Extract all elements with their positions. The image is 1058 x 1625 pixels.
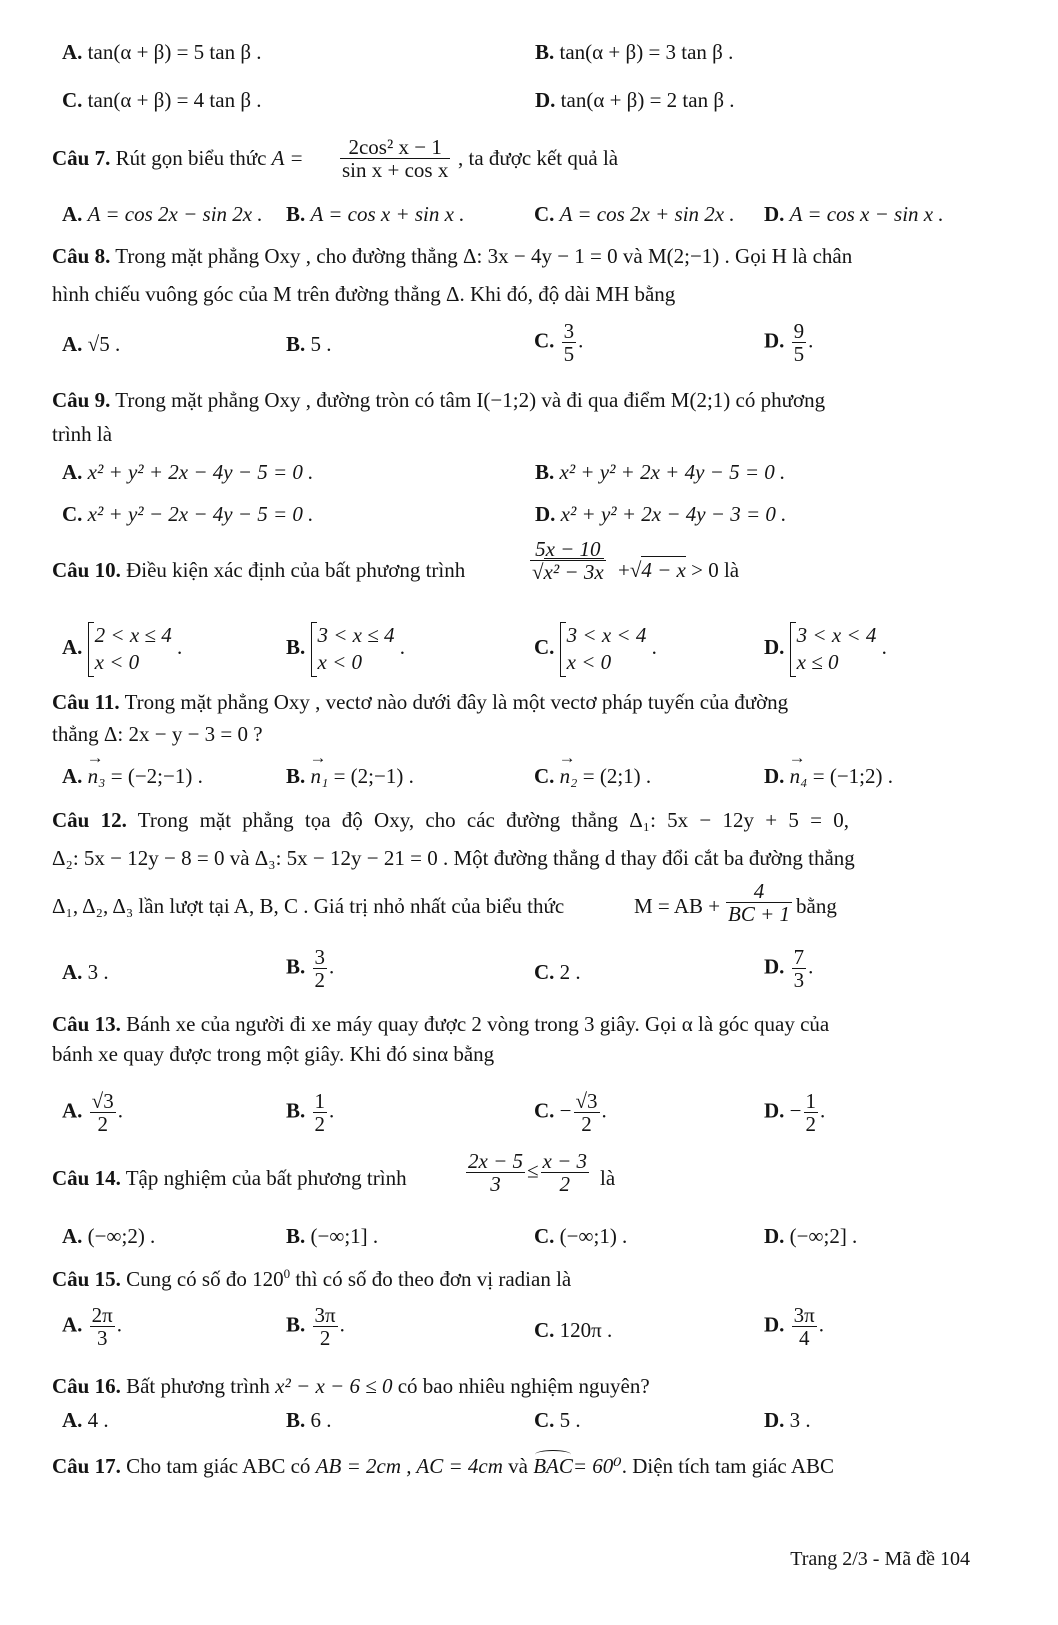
q13-line-1: Bánh xe của người đi xe máy quay được 2 vòng trong 3 giây. Gọi α là góc quay của: [126, 1012, 830, 1036]
q11-line-1: Trong mặt phẳng Oxy , vectơ nào dưới đây là một vectơ pháp tuyến của đường: [124, 690, 789, 714]
q8-option-a[interactable]: A. √5 .: [62, 332, 121, 356]
q10-option-a[interactable]: A. 2 < x ≤ 4 x < 0 .: [62, 622, 182, 677]
q8-option-d[interactable]: D. $\frac{9}{5}$ .: [764, 319, 814, 367]
q14-option-c[interactable]: C. (−∞;1) .: [534, 1224, 628, 1248]
q17-number: Câu 17.: [52, 1454, 121, 1478]
q7-fraction: $\frac{\text{2cos² x − 1}}{\text{sin x + cos x}}$: [342, 135, 449, 183]
q7-stem-end: , ta được kết quả là: [458, 146, 619, 170]
q9-option-c[interactable]: C. x² + y² − 2x − 4y − 5 = 0 .: [62, 502, 314, 526]
vector-arrow-icon: → n₂: [560, 764, 578, 789]
q7-option-c[interactable]: C. A = cos 2x + sin 2x .: [534, 202, 735, 226]
q7-option-b[interactable]: B. A = cos x + sin x .: [286, 202, 465, 226]
q7-option-d[interactable]: D. A = cos x − sin x .: [764, 202, 944, 226]
vector-arrow-icon: → n₄: [790, 764, 808, 789]
q13-option-a[interactable]: A. $\frac{√3}{2}$ .: [62, 1089, 123, 1137]
q12-option-d[interactable]: D. $\frac{7}{3}$ .: [764, 945, 814, 993]
q7-option-a[interactable]: A. A = cos 2x − sin 2x .: [62, 202, 263, 226]
q8-option-b[interactable]: B. 5 .: [286, 332, 332, 356]
q9-option-b[interactable]: B. x² + y² + 2x + 4y − 5 = 0 .: [535, 460, 786, 484]
q7-stem: Câu 7. Rút gọn biểu thức A =: [52, 146, 304, 170]
q14-stem: Tập nghiệm của bất phương trình: [125, 1166, 407, 1190]
q9-option-d[interactable]: D. x² + y² + 2x − 4y − 3 = 0 .: [535, 502, 787, 526]
q9-line-2: trình là: [52, 422, 113, 446]
q12-line-2: Δ₂: 5x − 12y − 8 = 0 và Δ₃: 5x − 12y − 21 = 0 . Một đường thẳng d thay đổi cắt ba đường thẳng: [52, 846, 855, 870]
page-footer: Trang 2/3 - Mã đề 104: [790, 1548, 970, 1570]
q16-option-d[interactable]: D. 3 .: [764, 1408, 811, 1432]
q16-option-a[interactable]: A. 4 .: [62, 1408, 109, 1432]
q13-number: Câu 13.: [52, 1012, 121, 1036]
q8-line-1: Trong mặt phẳng Oxy , cho đường thẳng Δ: 3x − 4y − 1 = 0 và M(2;−1) . Gọi H là chân: [115, 244, 853, 268]
q13-option-d[interactable]: D. − $\frac{1}{2}$ .: [764, 1089, 826, 1137]
q12-option-c[interactable]: C. 2 .: [534, 960, 581, 984]
q14-number: Câu 14.: [52, 1166, 121, 1190]
vector-arrow-icon: → n₁: [311, 764, 329, 789]
q10-option-c[interactable]: C. 3 < x < 4 x < 0 .: [534, 622, 657, 677]
q8-option-c[interactable]: C. $\frac{3}{5}$ .: [534, 319, 584, 367]
q11-option-b[interactable]: B. → n₁ = (2;−1) .: [286, 764, 414, 789]
q6-option-d[interactable]: D. tan(α + β) = 2 tan β .: [535, 88, 735, 112]
q15-option-c[interactable]: C. 120π .: [534, 1318, 613, 1342]
q13-option-c[interactable]: C. − $\frac{√3}{2}$ .: [534, 1089, 607, 1137]
q12-number: Câu 12.: [52, 808, 127, 832]
q9-number: Câu 9.: [52, 388, 111, 412]
q11-option-c[interactable]: C. → n₂ = (2;1) .: [534, 764, 651, 789]
q10-expression-tail: +√4 − x > 0 là: [618, 558, 740, 582]
q6-option-b[interactable]: B. tan(α + β) = 3 tan β .: [535, 40, 734, 64]
q12-line-1: Trong mặt phẳng tọa độ Oxy, cho các đường thẳng Δ₁: 5x − 12y + 5 = 0,: [137, 808, 849, 832]
q9-line-1: Trong mặt phẳng Oxy , đường tròn có tâm I(−1;2) và đi qua điểm M(2;1) có phương: [115, 388, 826, 412]
q15-number: Câu 15.: [52, 1267, 121, 1291]
angle-arc-icon: BAC: [533, 1454, 573, 1478]
q11-line-2: thẳng Δ: 2x − y − 3 = 0 ?: [52, 722, 263, 746]
vector-arrow-icon: → n₃: [88, 764, 106, 789]
q12-fraction: $\frac{4}{BC + 1}$: [728, 879, 791, 927]
q8-line-2: hình chiếu vuông góc của M trên đường thẳng Δ. Khi đó, độ dài MH bằng: [52, 282, 676, 306]
q11-number: Câu 11.: [52, 690, 120, 714]
q9-option-a[interactable]: A. x² + y² + 2x − 4y − 5 = 0 .: [62, 460, 314, 484]
q12-option-b[interactable]: B. $\frac{3}{2}$ .: [286, 945, 335, 993]
q16-number: Câu 16.: [52, 1374, 121, 1398]
q11-option-a[interactable]: A. → n₃ = (−2;−1) .: [62, 764, 203, 789]
q10-number: Câu 10.: [52, 558, 121, 582]
q16-option-c[interactable]: C. 5 .: [534, 1408, 581, 1432]
q13-line-2: bánh xe quay được trong một giây. Khi đó sinα bằng: [52, 1042, 495, 1066]
q15-option-a[interactable]: A. $\frac{2\pi}{3}$ .: [62, 1303, 123, 1351]
q10-option-d[interactable]: D. 3 < x < 4 x ≤ 0 .: [764, 622, 887, 677]
q15-option-d[interactable]: D. $\frac{3\pi}{4}$ .: [764, 1303, 825, 1351]
q11-option-d[interactable]: D. → n₄ = (−1;2) .: [764, 764, 893, 789]
q6-option-c[interactable]: C. tan(α + β) = 4 tan β .: [62, 88, 262, 112]
q13-option-b[interactable]: B. $\frac{1}{2}$ .: [286, 1089, 335, 1137]
q14-inequality: $\frac{2x - 5}{3}$ ≤ $\frac{x - 3}{2}$: [468, 1149, 588, 1197]
q6-option-a[interactable]: A. tan(α + β) = 5 tan β .: [62, 40, 262, 64]
q14-option-d[interactable]: D. (−∞;2] .: [764, 1224, 858, 1248]
q10-stem: Điều kiện xác định của bất phương trình: [126, 558, 466, 582]
q15-option-b[interactable]: B. $\frac{3\pi}{2}$ .: [286, 1303, 345, 1351]
q10-fraction: $\frac{5x - 10}{\text{√x² − 3x}}$: [532, 537, 604, 585]
q14-option-b[interactable]: B. (−∞;1] .: [286, 1224, 379, 1248]
q16-option-b[interactable]: B. 6 .: [286, 1408, 332, 1432]
q8-number: Câu 8.: [52, 244, 111, 268]
q14-option-a[interactable]: A. (−∞;2) .: [62, 1224, 156, 1248]
q10-option-b[interactable]: B. 3 < x ≤ 4 x < 0 .: [286, 622, 405, 677]
q12-option-a[interactable]: A. 3 .: [62, 960, 109, 984]
